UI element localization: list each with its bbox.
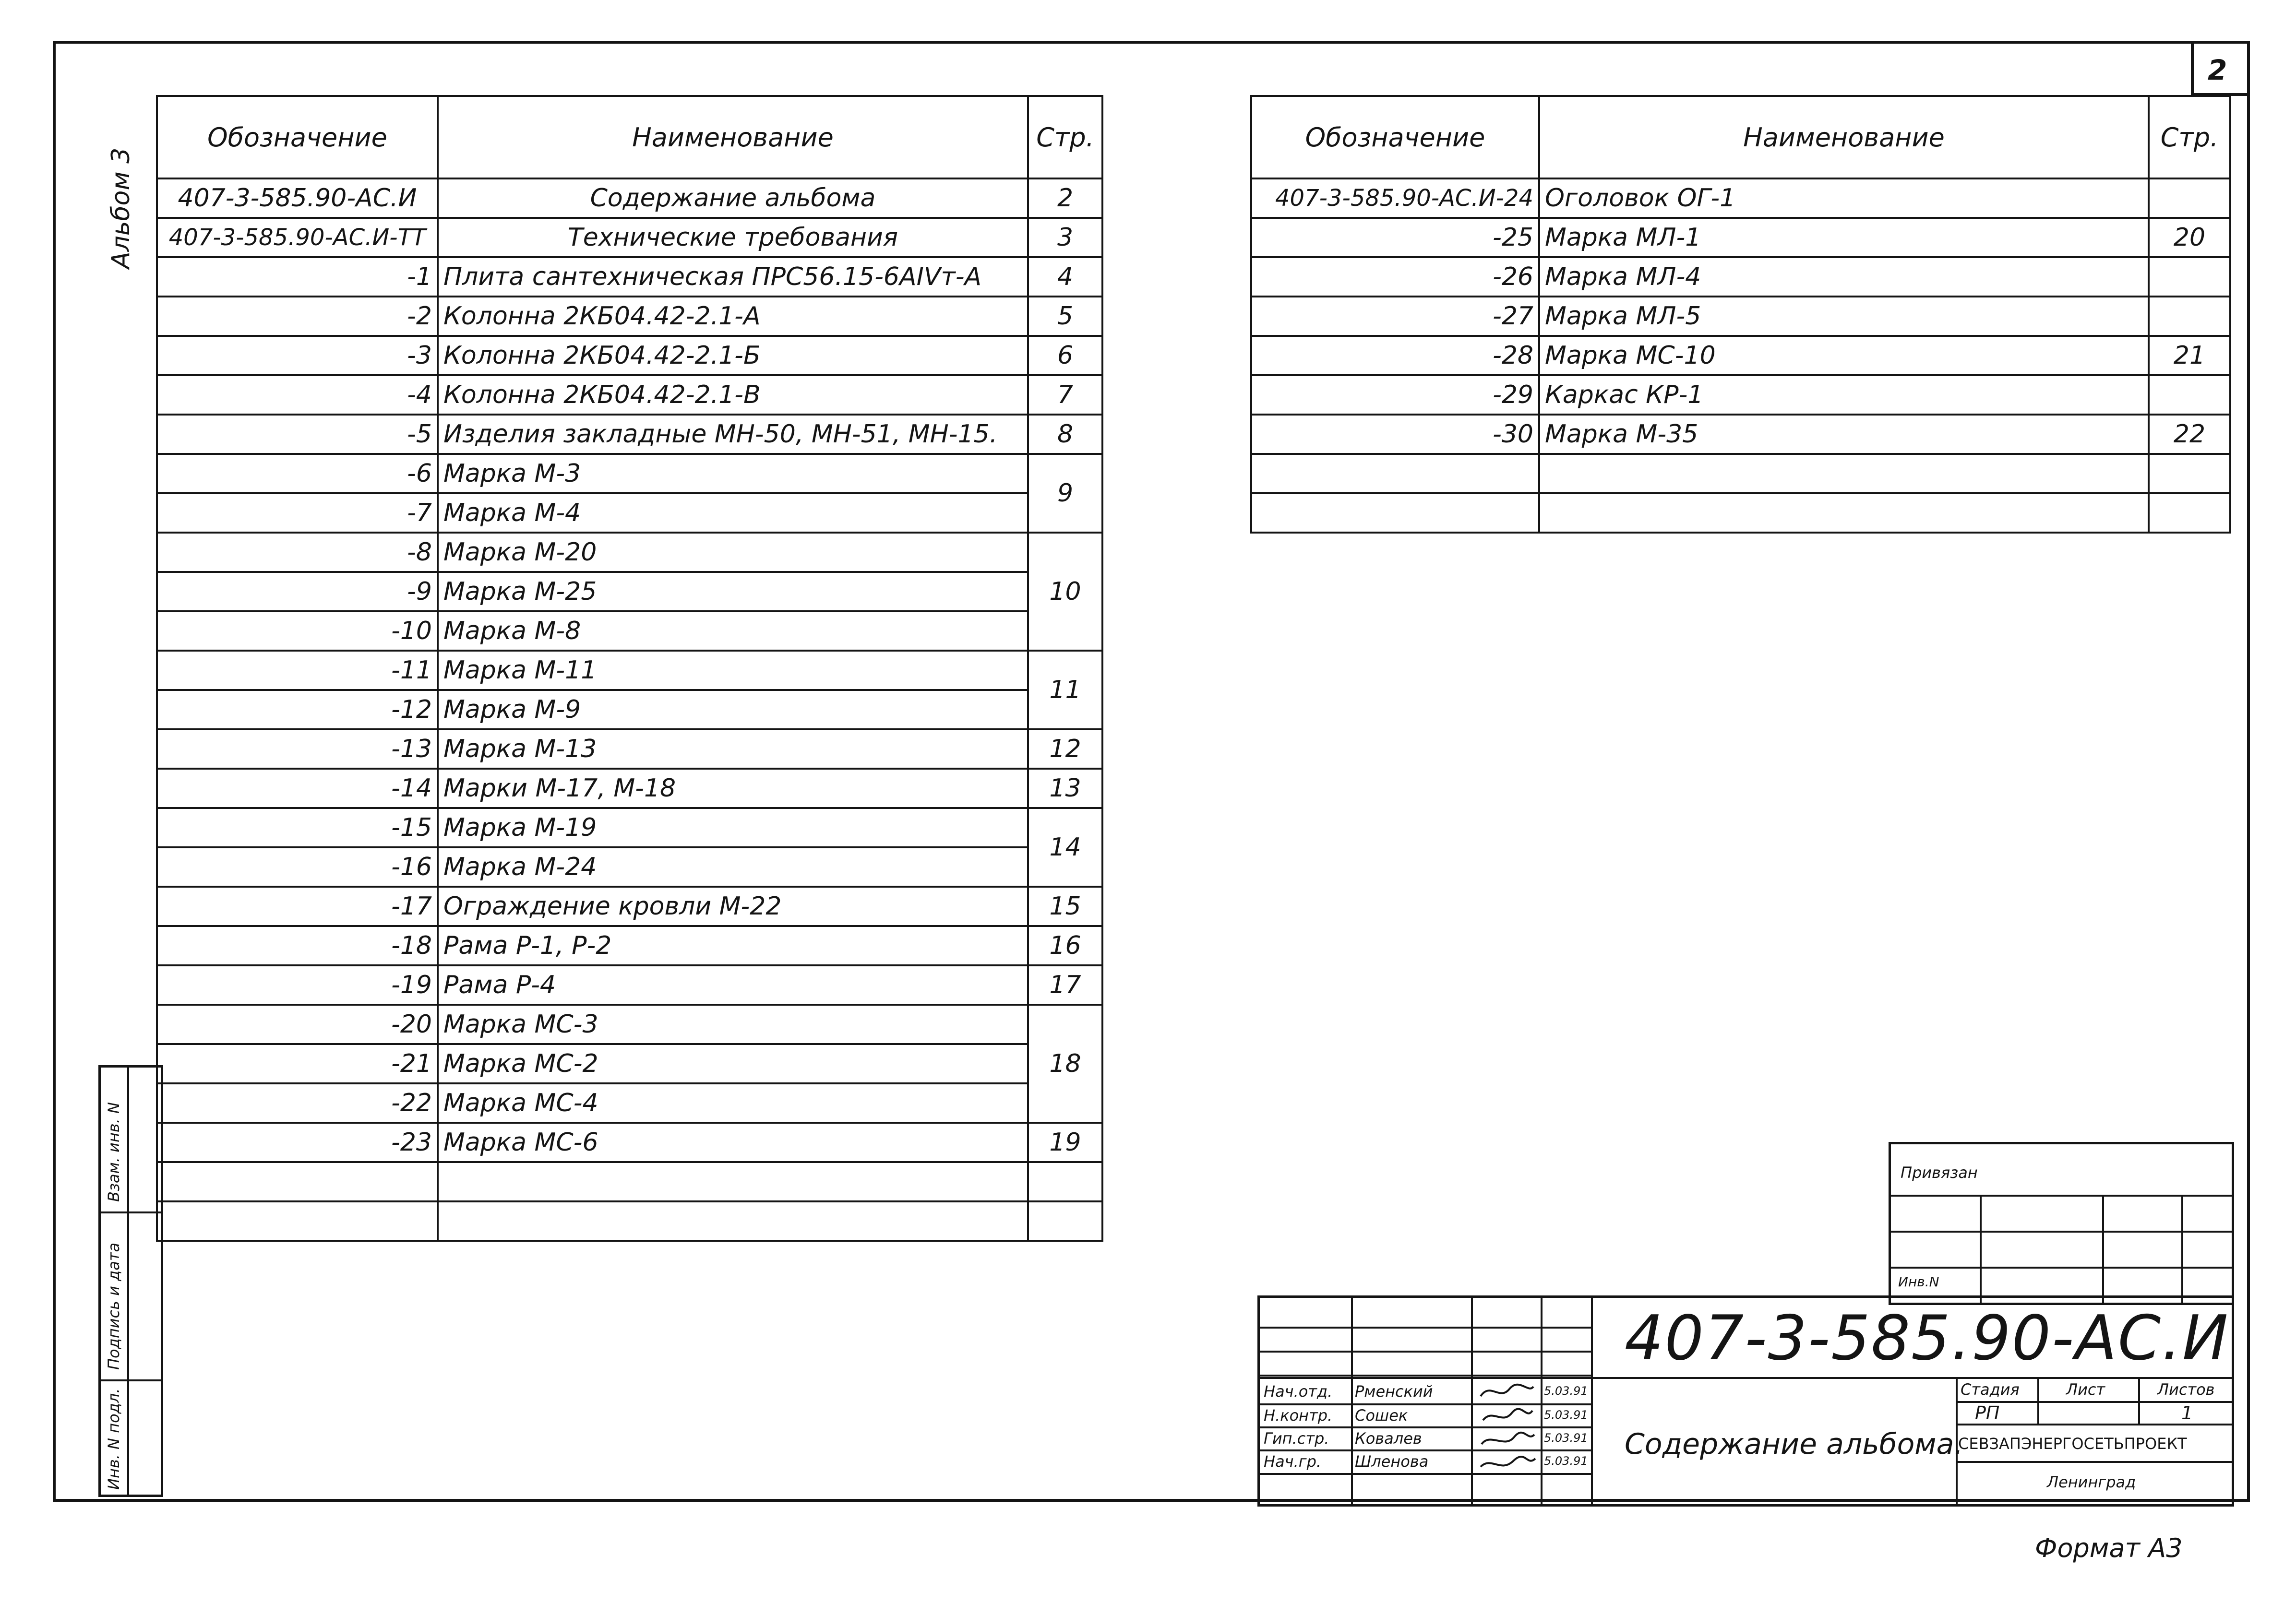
row-page [2149,297,2230,336]
table-row [157,572,1102,611]
row-code: 407-3-585.90-АС.И-24 [1251,178,1539,218]
row-code: -11 [157,651,438,690]
row-code: -18 [157,926,438,965]
row-code: -16 [157,847,438,887]
table-row [157,297,1102,336]
table-row [157,1123,1102,1162]
row-page: 14 [1028,808,1102,887]
row-name: Ограждение кровли М-22 [438,887,1028,926]
row-page: 17 [1028,965,1102,1005]
document-title: Содержание альбома. [1625,1427,1963,1461]
sig-name: Ковалев [1355,1429,1422,1448]
row-name: Марка М-20 [438,533,1028,572]
row-name: Марка МС-2 [438,1044,1028,1083]
table-row [157,415,1102,454]
row-code: -29 [1251,375,1539,415]
row-page: 3 [1028,218,1102,257]
row-code: -21 [157,1044,438,1083]
empty-row [1251,454,2230,493]
row-code: -7 [157,493,438,533]
row-name: Марка М-13 [438,729,1028,769]
row-code: -14 [157,769,438,808]
table-row [157,690,1102,729]
stage-value: РП [1975,1402,2000,1424]
row-page: 8 [1028,415,1102,454]
header-code: Обозначение [1251,96,1539,178]
row-page: 13 [1028,769,1102,808]
row-page: 12 [1028,729,1102,769]
row-name: Марка М-11 [438,651,1028,690]
row-page: 18 [1028,1005,1102,1123]
sig-name: Шленова [1355,1452,1429,1471]
table-row [157,651,1102,690]
table-row [1251,218,2230,257]
row-name: Плита сантехническая ПРС56.15-6АIVт-А [438,257,1028,297]
city-name: Ленинград [2047,1473,2136,1491]
table-row [157,926,1102,965]
row-page: 6 [1028,336,1102,375]
table-row [157,808,1102,847]
row-name: Каркас КР-1 [1539,375,2149,415]
table-row [1251,375,2230,415]
row-page: 22 [2149,415,2230,454]
row-name: Изделия закладные МН-50, МН-51, МН-15. [438,415,1028,454]
row-page [2149,375,2230,415]
sig-name: Рменский [1355,1382,1433,1401]
row-name: Колонна 2КБ04.42-2.1-В [438,375,1028,415]
row-code: -15 [157,808,438,847]
table-row [1251,336,2230,375]
row-name: Марка МЛ-4 [1539,257,2149,297]
format-label: Формат А3 [2035,1533,2183,1563]
left-contents-table [156,95,1103,1242]
row-page: 7 [1028,375,1102,415]
sig-role: Нач.гр. [1264,1452,1322,1471]
table-row [157,965,1102,1005]
row-name: Марка М-8 [438,611,1028,651]
row-name: Марка М-25 [438,572,1028,611]
header-page: Стр. [2149,96,2230,178]
sig-date: 5.03.91 [1544,1408,1588,1422]
row-page: 10 [1028,533,1102,651]
row-code: -4 [157,375,438,415]
table-row [1251,297,2230,336]
table-row [157,611,1102,651]
empty-row [157,1162,1102,1201]
signature-scribbles [1476,1379,1538,1504]
side-stamp-label: Инв. N подл. [105,1388,123,1490]
row-code: -27 [1251,297,1539,336]
row-name: Марка М-24 [438,847,1028,887]
row-code: -13 [157,729,438,769]
header-code: Обозначение [157,96,438,178]
row-code: -6 [157,454,438,493]
table-row [157,257,1102,297]
row-name: Оголовок ОГ-1 [1539,178,2149,218]
sheet-number: 2 [2208,54,2227,86]
side-stamp-label: Взам. инв. N [105,1102,123,1202]
row-code: -17 [157,887,438,926]
row-name: Марка М-9 [438,690,1028,729]
row-name: Марка М-3 [438,454,1028,493]
table-row [1251,257,2230,297]
row-name: Марка МС-3 [438,1005,1028,1044]
table-row [157,533,1102,572]
row-page: 21 [2149,336,2230,375]
row-name: Колонна 2КБ04.42-2.1-А [438,297,1028,336]
row-code: -26 [1251,257,1539,297]
row-name: Колонна 2КБ04.42-2.1-Б [438,336,1028,375]
sig-role: Гип.стр. [1264,1429,1329,1448]
side-stamp-label: Подпись и дата [105,1242,123,1370]
empty-row [157,1201,1102,1241]
row-name: Рама Р-4 [438,965,1028,1005]
row-code: -8 [157,533,438,572]
header-name: Наименование [1539,96,2149,178]
table-row [157,454,1102,493]
left-table-header [157,96,1102,178]
row-code: -20 [157,1005,438,1044]
stage-label: Стадия [1961,1380,2020,1399]
row-name: Марка М-19 [438,808,1028,847]
row-code: 407-3-585.90-АС.И [157,178,438,218]
row-name: Технические требования [438,218,1028,257]
row-name: Марка М-4 [438,493,1028,533]
right-contents-table [1250,95,2231,534]
sig-date: 5.03.91 [1544,1431,1588,1445]
row-page: 19 [1028,1123,1102,1162]
sig-role: Н.контр. [1264,1406,1333,1425]
table-row [157,336,1102,375]
table-row [1251,415,2230,454]
row-page: 16 [1028,926,1102,965]
empty-row [1251,493,2230,533]
table-row [157,178,1102,218]
row-name: Марки М-17, М-18 [438,769,1028,808]
row-page: 20 [2149,218,2230,257]
row-name: Марка МС-4 [438,1083,1028,1123]
row-name: Рама Р-1, Р-2 [438,926,1028,965]
inv-label: Инв.N [1898,1274,1939,1290]
side-stamp [98,1065,163,1497]
sheet-label: Лист [2066,1380,2105,1399]
row-page: 15 [1028,887,1102,926]
row-name: Марка М-35 [1539,415,2149,454]
row-name: Марка МС-6 [438,1123,1028,1162]
header-name: Наименование [438,96,1028,178]
row-code: -1 [157,257,438,297]
row-page: 2 [1028,178,1102,218]
right-table-header [1251,96,2230,178]
table-row [157,375,1102,415]
album-label: Альбом 3 [107,147,135,269]
row-name: Содержание альбома [438,178,1028,218]
table-row [157,1044,1102,1083]
row-code: -19 [157,965,438,1005]
row-page: 5 [1028,297,1102,336]
sig-date: 5.03.91 [1544,1454,1588,1468]
table-row [157,769,1102,808]
row-code: -22 [157,1083,438,1123]
row-name: Марка МЛ-1 [1539,218,2149,257]
document-code: 407-3-585.90-АС.И [1625,1303,2229,1374]
sheets-label: Листов [2157,1380,2215,1399]
table-row [157,887,1102,926]
sheets-value: 1 [2181,1402,2193,1424]
row-code: -25 [1251,218,1539,257]
sig-name: Сошек [1355,1406,1408,1425]
row-code: -12 [157,690,438,729]
row-code: -5 [157,415,438,454]
title-block [1257,1295,2234,1507]
row-code: -2 [157,297,438,336]
row-page: 9 [1028,454,1102,533]
table-row [157,847,1102,887]
binding-label: Привязан [1901,1164,1978,1182]
row-name: Марка МЛ-5 [1539,297,2149,336]
table-row [1251,178,2230,218]
table-row [157,493,1102,533]
row-code: -23 [157,1123,438,1162]
organization-name: СЕВЗАПЭНЕРГОСЕТЬПРОЕКТ [1958,1435,2187,1453]
binding-block [1889,1142,2234,1305]
row-name: Марка МС-10 [1539,336,2149,375]
table-row [157,1005,1102,1044]
row-code: -10 [157,611,438,651]
header-page: Стр. [1028,96,1102,178]
row-code: -9 [157,572,438,611]
row-page: 4 [1028,257,1102,297]
row-code: -3 [157,336,438,375]
row-page: 11 [1028,651,1102,729]
table-row [157,1083,1102,1123]
row-code: 407-3-585.90-АС.И-ТТ [157,218,438,257]
row-code: -30 [1251,415,1539,454]
row-page [2149,257,2230,297]
table-row [157,218,1102,257]
sig-date: 5.03.91 [1544,1384,1588,1398]
row-page [2149,178,2230,218]
table-row [157,729,1102,769]
row-code: -28 [1251,336,1539,375]
sig-role: Нач.отд. [1264,1382,1333,1401]
